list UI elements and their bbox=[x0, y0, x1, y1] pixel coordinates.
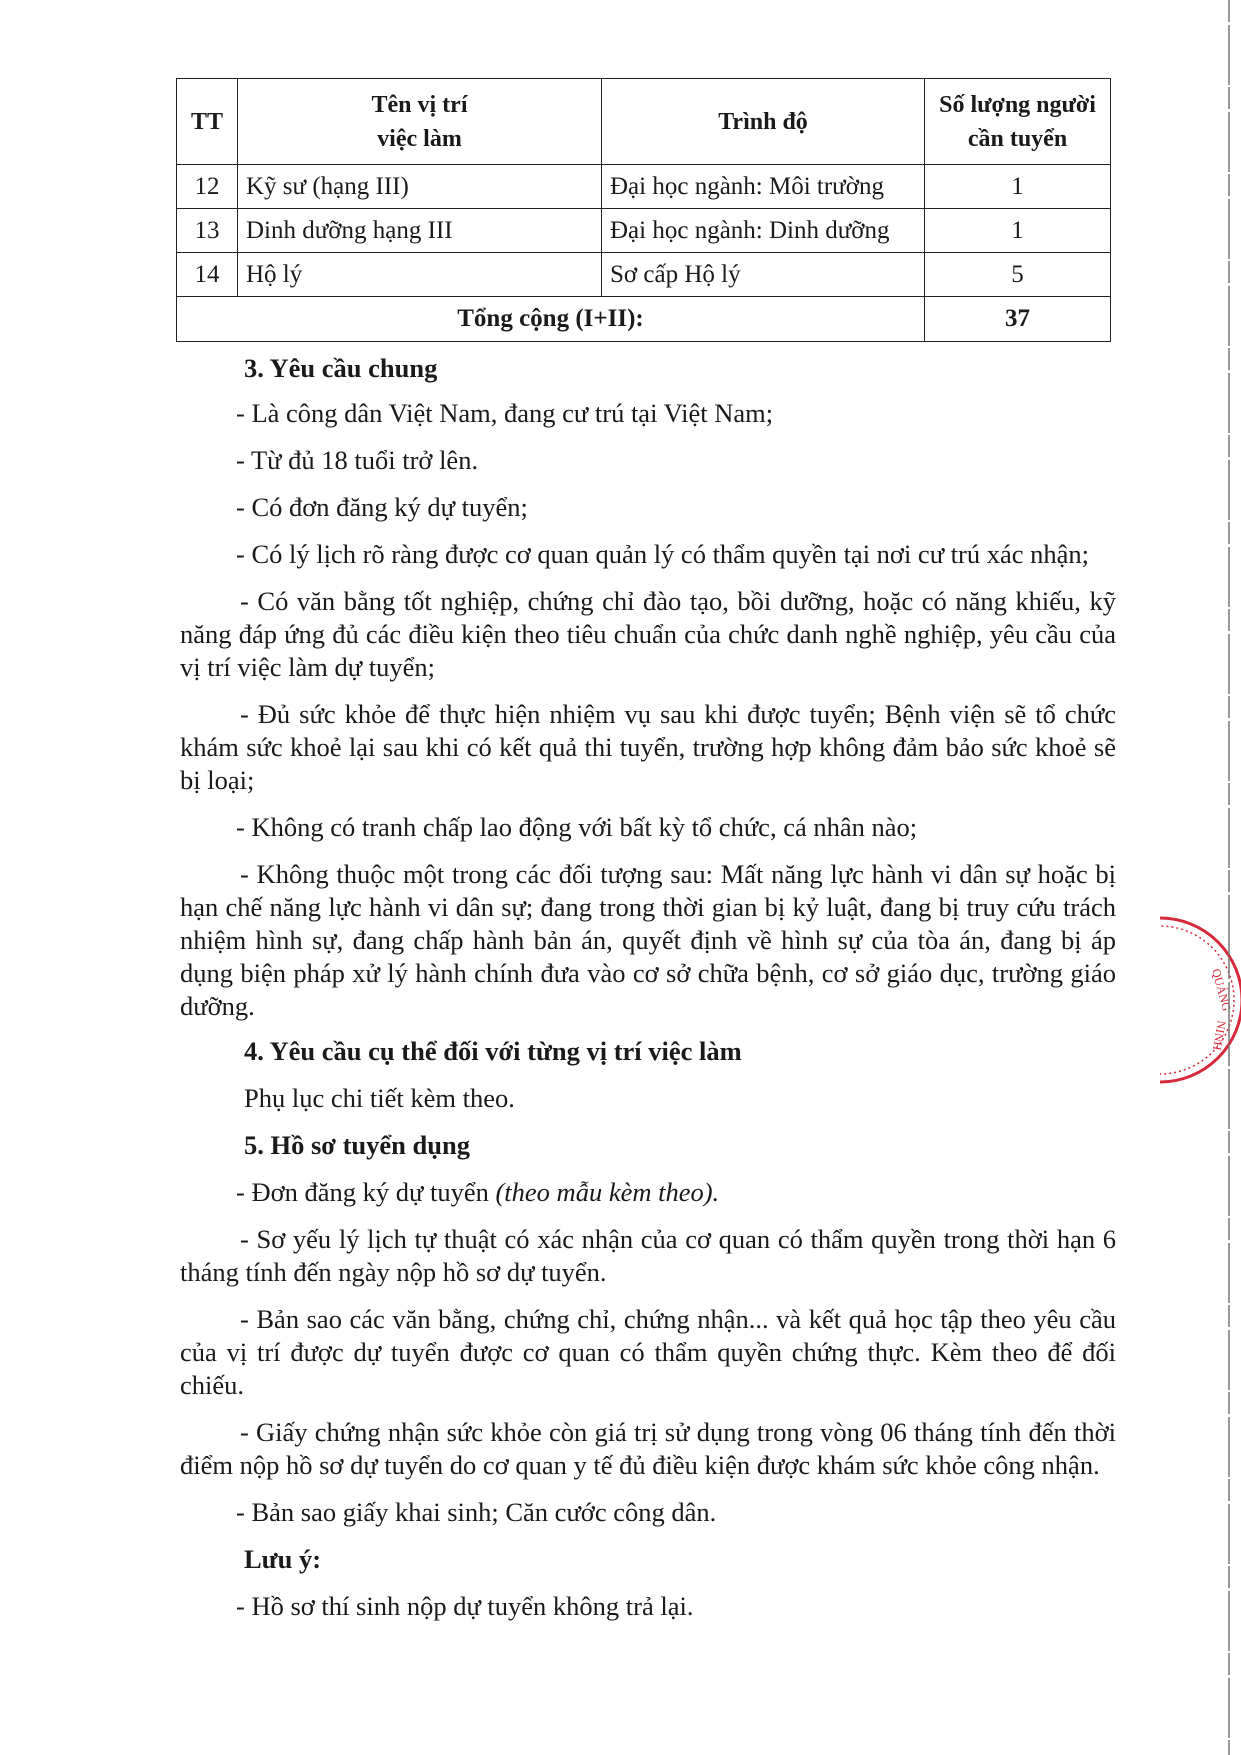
section3-item: - Đủ sức khỏe để thực hiện nhiệm vụ sau khi được tuyển; Bệnh viện sẽ tổ chức khám sức khoẻ lại sau khi có kết quả thi tuyển, trường hợp không đảm bảo sức khoẻ sẽ bị loại; bbox=[180, 699, 1116, 795]
section3-item: - Từ đủ 18 tuổi trở lên. bbox=[236, 445, 479, 475]
cell-level: Đại học ngành: Dinh dưỡng bbox=[602, 209, 925, 253]
section3-item: - Có văn bằng tốt nghiệp, chứng chỉ đào tạo, bồi dưỡng, hoặc có năng khiếu, kỹ năng đáp ứng đủ các điều kiện theo tiêu chuẩn của chức danh nghề nghiệp, yêu cầu của vị trí việc làm dự tuyển; bbox=[180, 586, 1116, 682]
section5-item1-italic: (theo mẫu kèm theo). bbox=[495, 1177, 720, 1207]
section3-item: - Có đơn đăng ký dự tuyển; bbox=[236, 492, 528, 522]
table-row bbox=[177, 209, 1111, 253]
cell-count: 5 bbox=[925, 253, 1111, 297]
section4-text: Phụ lục chi tiết kèm theo. bbox=[244, 1083, 515, 1113]
section3-item: - Là công dân Việt Nam, đang cư trú tại Việt Nam; bbox=[236, 398, 774, 428]
cell-position: Dinh dưỡng hạng III bbox=[238, 209, 602, 253]
section5-item: - Sơ yếu lý lịch tự thuật có xác nhận của cơ quan có thẩm quyền trong thời hạn 6 tháng tính đến ngày nộp hồ sơ dự tuyển. bbox=[180, 1224, 1116, 1287]
cell-tt: 14 bbox=[177, 253, 238, 297]
section4-heading: 4. Yêu cầu cụ thể đối với từng vị trí việc làm bbox=[244, 1036, 742, 1066]
cell-count: 1 bbox=[925, 209, 1111, 253]
header-count-line2: cần tuyển bbox=[967, 125, 1068, 152]
cell-level: Đại học ngành: Môi trường bbox=[602, 165, 925, 209]
note-heading: Lưu ý: bbox=[244, 1544, 322, 1574]
cell-tt: 12 bbox=[177, 165, 238, 209]
note-text: - Hồ sơ thí sinh nộp dự tuyển không trả lại. bbox=[236, 1591, 694, 1621]
section5-item: - Giấy chứng nhận sức khỏe còn giá trị sử dụng trong vòng 06 tháng tính đến thời điểm nộp hồ sơ dự tuyển do cơ quan y tế đủ điều kiện được khám sức khỏe công nhận. bbox=[180, 1417, 1116, 1480]
header-count bbox=[925, 79, 1111, 165]
table-total-row bbox=[177, 297, 1111, 342]
section5-item1-text: - Đơn đăng ký dự tuyển bbox=[236, 1177, 496, 1207]
header-tt: TT bbox=[177, 79, 238, 165]
table-header-row bbox=[177, 79, 1111, 165]
cell-count: 1 bbox=[925, 165, 1111, 209]
section3-heading: 3. Yêu cầu chung bbox=[244, 353, 438, 383]
header-level: Trình độ bbox=[602, 79, 925, 165]
section5-item: - Bản sao các văn bằng, chứng chỉ, chứng nhận... và kết quả học tập theo yêu cầu của vị trí được dự tuyển được cơ quan có thẩm quyền chứng thực. Kèm theo để đối chiếu. bbox=[180, 1304, 1116, 1400]
scan-edge-decoration bbox=[1226, 0, 1241, 1755]
header-count-line1: Số lượng người bbox=[939, 91, 1096, 118]
section3-item: - Không thuộc một trong các đối tượng sau: Mất năng lực hành vi dân sự hoặc bị hạn chế năng lực hành vi dân sự; đang trong thời gian bị kỷ luật, đang bị truy cứu trách nhiệm hình sự, đang chấp hành bản án, quyết định về hình sự của tòa án, đang bị áp dụng biện pháp xử lý hành chính đưa vào cơ sở chữa bệnh, cơ sở giáo dục, trường giáo dưỡng. bbox=[180, 859, 1116, 1021]
cell-level: Sơ cấp Hộ lý bbox=[602, 253, 925, 297]
header-position-line2: việc làm bbox=[377, 125, 462, 152]
section5-item bbox=[180, 1176, 1116, 1209]
header-position bbox=[238, 79, 602, 165]
section5-item: - Bản sao giấy khai sinh; Căn cước công dân. bbox=[236, 1497, 717, 1527]
recruitment-table bbox=[176, 78, 1111, 342]
section3-item: - Có lý lịch rõ ràng được cơ quan quản lý có thẩm quyền tại nơi cư trú xác nhận; bbox=[236, 539, 1090, 569]
table-row bbox=[177, 253, 1111, 297]
section3-item: - Không có tranh chấp lao động với bất kỳ tổ chức, cá nhân nào; bbox=[236, 812, 918, 842]
svg-text:NINH: NINH bbox=[1209, 1019, 1229, 1052]
document-body bbox=[180, 352, 1116, 1623]
total-label: Tổng cộng (I+II): bbox=[177, 297, 925, 342]
section5-heading: 5. Hồ sơ tuyển dụng bbox=[244, 1130, 471, 1160]
cell-position: Kỹ sư (hạng III) bbox=[238, 165, 602, 209]
cell-tt: 13 bbox=[177, 209, 238, 253]
header-position-line1: Tên vị trí bbox=[371, 91, 468, 118]
svg-text:QUẢNG: QUẢNG bbox=[1209, 967, 1234, 1013]
table-row bbox=[177, 165, 1111, 209]
cell-position: Hộ lý bbox=[238, 253, 602, 297]
total-value: 37 bbox=[925, 297, 1111, 342]
